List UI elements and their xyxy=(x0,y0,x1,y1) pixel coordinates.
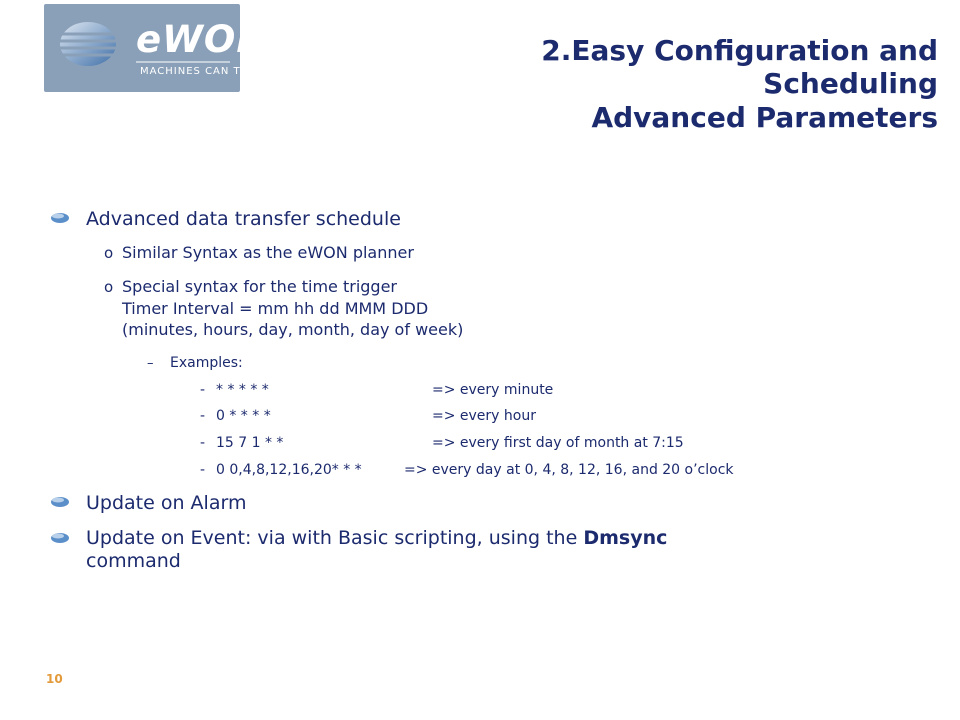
sub-special-syntax xyxy=(122,276,463,341)
example-code: * * * * * xyxy=(216,382,269,398)
sub-marker: o xyxy=(104,278,114,296)
example-desc: => every hour xyxy=(432,408,536,424)
sub-similar-syntax: Similar Syntax as the eWON planner xyxy=(122,243,414,262)
examples-dash: – xyxy=(147,356,154,371)
bullet-advanced-schedule: Advanced data transfer schedule xyxy=(86,208,401,230)
bullet-icon xyxy=(50,212,70,224)
example-desc: => every day at 0, 4, 8, 12, 16, and 20 o’clock xyxy=(404,462,734,478)
example-dash: - xyxy=(200,435,206,451)
example-code: 0 0,4,8,12,16,20* * * xyxy=(216,462,362,478)
sub-special-line-2: Timer Interval = mm hh dd MMM DDD xyxy=(122,298,429,318)
bullet-update-event xyxy=(86,527,846,573)
sub-marker: o xyxy=(104,244,114,262)
example-desc: => every minute xyxy=(432,382,554,398)
examples-label: Examples: xyxy=(170,355,243,371)
example-dash: - xyxy=(200,408,206,424)
logo-tagline: MACHINES CAN TALK xyxy=(140,66,262,77)
logo-wordmark: eWON xyxy=(136,18,269,61)
example-dash: - xyxy=(200,462,206,478)
example-code: 15 7 1 * * xyxy=(216,435,284,451)
example-code: 0 * * * * xyxy=(216,408,271,424)
bullet-update-alarm: Update on Alarm xyxy=(86,492,247,514)
bullet-update-event-suffix: command xyxy=(86,549,181,572)
sub-special-line-3: (minutes, hours, day, month, day of week) xyxy=(122,320,464,340)
bullet-update-event-text: Update on Event: via with Basic scripting, using the xyxy=(86,527,584,549)
sub-special-line-1: Special syntax for the time trigger xyxy=(122,277,398,296)
example-desc: => every first day of month at 7:15 xyxy=(432,435,684,451)
bullet-icon xyxy=(50,532,70,544)
title-line-2: Scheduling xyxy=(763,67,938,101)
dmsync-command: Dmsync xyxy=(583,527,668,549)
bullet-icon xyxy=(50,496,70,508)
example-dash: - xyxy=(200,382,206,398)
title-line-1: 2.Easy Configuration and xyxy=(541,34,938,67)
title-line-3: Advanced Parameters xyxy=(591,100,938,134)
page-number: 10 xyxy=(46,672,63,686)
